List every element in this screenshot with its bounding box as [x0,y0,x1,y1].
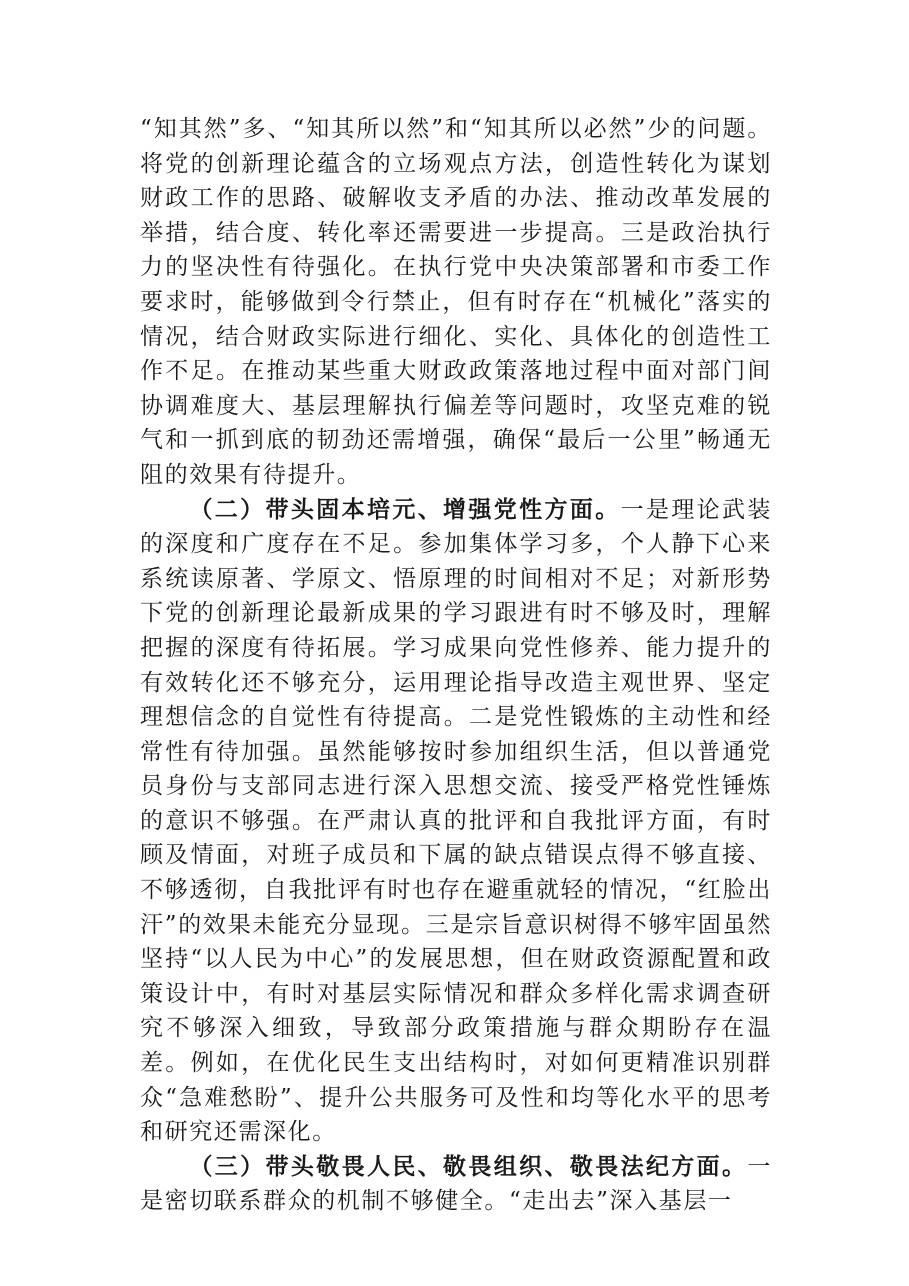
paragraph-3-text: 一是密切联系群众的机制不够健全。“走出去”深入基层一 [140,1153,772,1215]
section-heading-2: （二）带头固本培元、增强党性方面。 [189,496,621,523]
paragraph-2 [140,493,772,1150]
paragraph-3 [140,1150,772,1219]
paragraph-1 [140,112,772,493]
section-heading-3: （三）带头敬畏人民、敬畏组织、敬畏法纪方面。 [189,1153,748,1180]
paragraph-1-text: “知其然”多、“知其所以然”和“知其所以必然”少的问题。将党的创新理论蕴含的立场观点方法，创造性转化为谋划财政工作的思路、破解收支矛盾的办法、推动改革发展的举措，结合度、转化率还需要进一步提高。三是政治执行力的坚决性有待强化。在执行党中央决策部署和市委工作要求时，能够做到令行禁止，但有时存在“机械化”落实的情况，结合财政实际进行细化、实化、具体化的创造性工作不足。在推动某些重大财政政策落地过程中面对部门间协调难度大、基层理解执行偏差等问题时，攻坚克难的锐气和一抓到底的韧劲还需增强，确保“最后一公里”畅通无阻的效果有待提升。 [140,116,772,488]
paragraph-2-text: 一是理论武装的深度和广度存在不足。参加集体学习多，个人静下心来系统读原著、学原文、悟原理的时间相对不足；对新形势下党的创新理论最新成果的学习跟进有时不够及时，理解把握的深度有待拓展。学习成果向党性修养、能力提升的有效转化还不够充分，运用理论指导改造主观世界、坚定理想信念的自觉性有待提高。二是党性锻炼的主动性和经常性有待加强。虽然能够按时参加组织生活，但以普通党员身份与支部同志进行深入思想交流、接受严格党性锤炼的意识不够强。在严肃认真的批评和自我批评方面，有时顾及情面，对班子成员和下属的缺点错误点得不够直接、不够透彻，自我批评有时也存在避重就轻的情况，“红脸出汗”的效果未能充分显现。三是宗旨意识树得不够牢固虽然坚持“以人民为中心”的发展思想，但在财政资源配置和政策设计中，有时对基层实际情况和群众多样化需求调查研究不够深入细致，导致部分政策措施与群众期盼存在温差。例如，在优化民生支出结构时，对如何更精准识别群众“急难愁盼”、提升公共服务可及性和均等化水平的思考和研究还需深化。 [140,496,773,1146]
document-page [140,112,772,1219]
